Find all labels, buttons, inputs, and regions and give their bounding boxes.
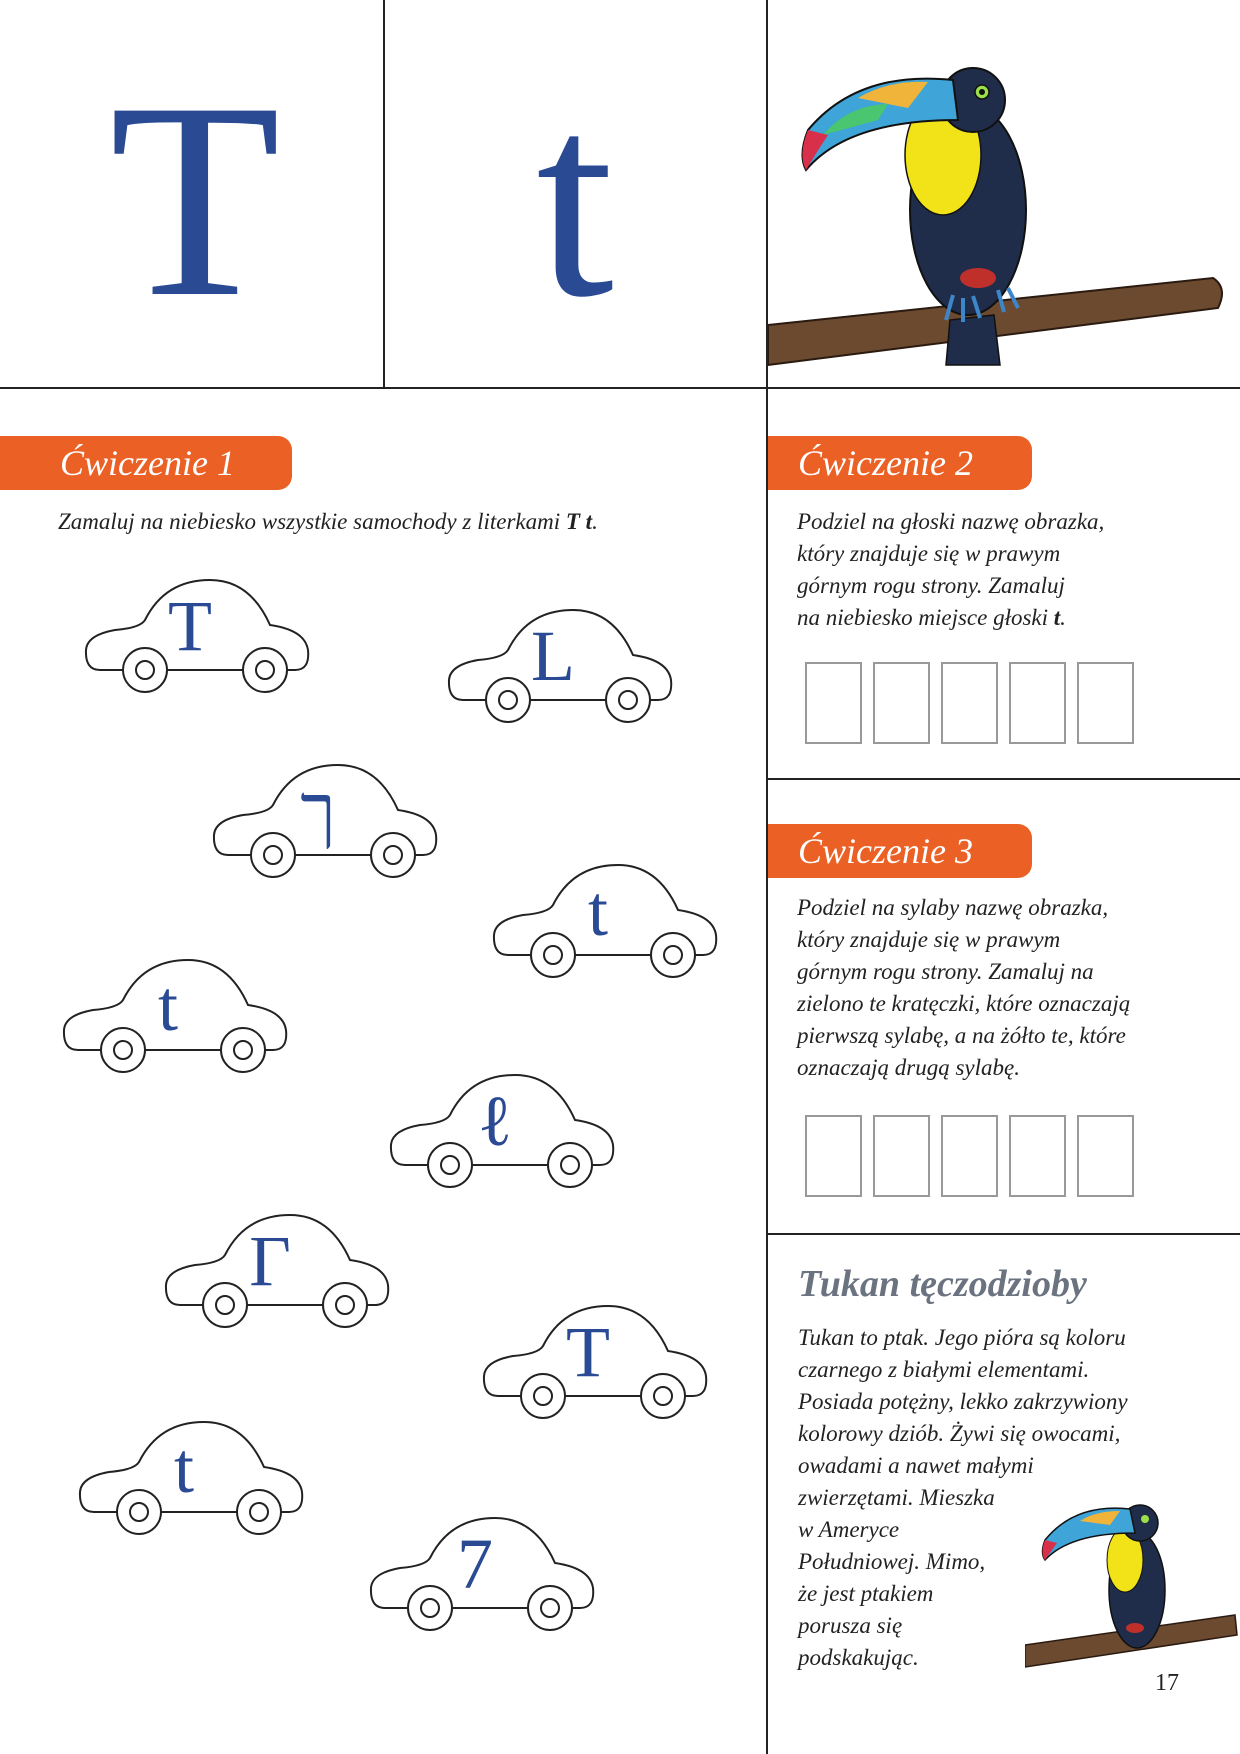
car-hubcap (234, 1041, 252, 1059)
exercise3-instruction (797, 892, 1227, 1084)
exercise2-title: Ćwiczenie 2 (798, 443, 973, 483)
car-hubcap (654, 1387, 672, 1405)
car-letter: t (587, 871, 608, 951)
exercise2-banner (768, 436, 1032, 490)
car-letter: 7 (457, 1524, 493, 1604)
car-hubcap (664, 946, 682, 964)
exercise3-title: Ćwiczenie 3 (798, 831, 973, 871)
exercise2-end: . (1060, 605, 1066, 630)
exercise1-banner (0, 436, 292, 490)
sound-box[interactable] (1077, 662, 1134, 744)
car-hubcap (561, 1156, 579, 1174)
info-line: że jest ptakiem (798, 1581, 934, 1606)
exercise1-instruction (58, 506, 758, 538)
car[interactable] (443, 600, 683, 740)
car-letter: T (566, 1312, 610, 1392)
exercise3-boxes (805, 1115, 1134, 1197)
upper-letter: T (109, 44, 281, 355)
car-letter: t (157, 966, 178, 1046)
exercise3-line: pierwszą sylabę, a na żółto te, które (797, 1023, 1126, 1048)
exercise3-line: zielono te kratęczki, które oznaczają (797, 991, 1131, 1016)
exercise2-boxes (805, 662, 1134, 744)
exercise1-title: Ćwiczenie 1 (60, 443, 235, 483)
car[interactable] (385, 1065, 625, 1205)
car-letter: Г (249, 1221, 291, 1301)
car-hubcap (619, 691, 637, 709)
car-letter: T (168, 586, 212, 666)
syllable-box[interactable] (941, 1115, 998, 1197)
exercise2-line: który znajduje się w prawym (797, 541, 1061, 566)
sound-box[interactable] (941, 662, 998, 744)
car-hubcap (250, 1503, 268, 1521)
car-letter: ך (300, 771, 336, 851)
info-line: w Ameryce (798, 1517, 900, 1542)
exercise3-line: który znajduje się w prawym (797, 927, 1061, 952)
exercise2-line: Podziel na głoski nazwę obrazka, (797, 509, 1105, 534)
info-line: zwierzętami. Mieszka (798, 1485, 995, 1510)
sound-box[interactable] (873, 662, 930, 744)
exercise3-line: górnym rogu strony. Zamaluj na (797, 959, 1094, 984)
exercise3-line: oznaczają drugą sylabę. (797, 1055, 1020, 1080)
toucan-small-illustration (1025, 1495, 1240, 1675)
syllable-box[interactable] (1077, 1115, 1134, 1197)
info-line: Tukan to ptak. Jego pióra są koloru (798, 1325, 1126, 1350)
divider-horizontal-right-1 (766, 778, 1240, 780)
divider-horizontal-right-2 (766, 1233, 1240, 1235)
car-hubcap (256, 661, 274, 679)
sound-box[interactable] (805, 662, 862, 744)
info-line: podskakując. (798, 1645, 919, 1670)
exercise3-banner (768, 824, 1032, 878)
car[interactable] (478, 1296, 718, 1436)
toucan-illustration (768, 60, 1228, 370)
exercise2-bold: t (1053, 605, 1061, 630)
car[interactable] (74, 1412, 314, 1552)
info-line: porusza się (798, 1613, 903, 1638)
exercise2-instruction (797, 506, 1217, 634)
info-line: czarnego z białymi elementami. (798, 1357, 1090, 1382)
exercise1-instruction-bold: T t (565, 509, 593, 534)
exercise2-line: na niebiesko miejsce głoski (797, 605, 1054, 630)
info-line: Posiada potężny, lekko zakrzywiony (798, 1389, 1128, 1414)
divider-top-vertical-1 (383, 0, 385, 389)
car-letter: ℓ (477, 1081, 513, 1161)
info-line: kolorowy dziób. Żywi się owocami, (798, 1421, 1121, 1446)
info-title: Tukan tęczodzioby (798, 1263, 1087, 1305)
car[interactable] (208, 755, 448, 895)
car[interactable] (58, 950, 298, 1090)
info-line: owadami a nawet małymi (798, 1453, 1034, 1478)
car-hubcap (336, 1296, 354, 1314)
lower-letter: t (536, 44, 614, 355)
exercise1-instruction-end: . (592, 509, 598, 534)
car[interactable] (365, 1508, 605, 1648)
car-letter: L (531, 616, 575, 696)
syllable-box[interactable] (1009, 1115, 1066, 1197)
exercise2-line: górnym rogu strony. Zamaluj (797, 573, 1065, 598)
sound-box[interactable] (1009, 662, 1066, 744)
exercise3-line: Podziel na sylaby nazwę obrazka, (797, 895, 1109, 920)
syllable-box[interactable] (873, 1115, 930, 1197)
divider-horizontal-top (0, 387, 1240, 389)
car[interactable] (488, 855, 728, 995)
car-hubcap (384, 846, 402, 864)
car-hubcap (541, 1599, 559, 1617)
car-letter: t (173, 1428, 194, 1508)
exercise1-instruction-text: Zamaluj na niebiesko wszystkie samochody z literkami (58, 509, 566, 534)
syllable-box[interactable] (805, 1115, 862, 1197)
car[interactable] (80, 570, 320, 710)
info-line: Południowej. Mimo, (798, 1549, 986, 1574)
car[interactable] (160, 1205, 400, 1345)
page-number: 17 (1155, 1670, 1179, 1696)
